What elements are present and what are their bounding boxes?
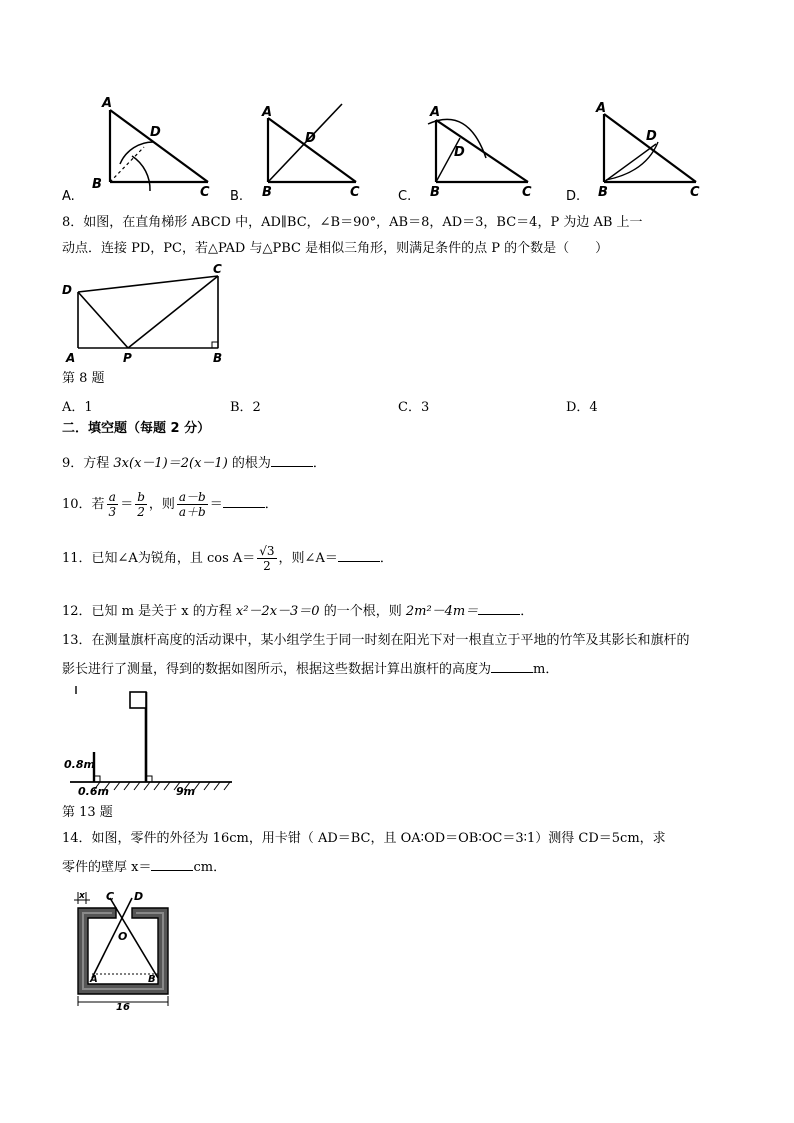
q8-label-C: C <box>213 262 222 276</box>
q8-label-P: P <box>123 351 132 365</box>
q11-end: ． <box>379 551 393 566</box>
q10-prefix: 10．若 <box>62 497 105 512</box>
q8-text-line1: 8．如图，在直角梯形 ABCD 中，AD∥BC，∠B＝90°，AB＝8，AD＝3，BC＝4，P 为边 AB 上一 <box>62 215 643 230</box>
q14-figure <box>66 888 186 1012</box>
q7b-label-C: C <box>350 185 360 200</box>
q9-end: ． <box>312 456 326 471</box>
q14-text-line1: 14．如图，零件的外径为 16cm，用卡钳（ AD＝BC，且 OA∶OD＝OB∶OC＝3∶1）测得 CD＝5cm，求 <box>62 831 666 846</box>
q7a-label-D: D <box>150 125 161 140</box>
q10-f3-num: a－b <box>178 490 206 504</box>
q11-mid: ，则∠A＝ <box>278 551 338 566</box>
q14-unit: cm． <box>193 860 227 875</box>
q10-frac-target <box>177 490 208 519</box>
q13-text-line2 <box>62 658 558 679</box>
q12-answer-blank[interactable] <box>478 600 520 615</box>
q7d-label-A: A <box>596 101 607 116</box>
q7-option-c <box>398 96 558 204</box>
q14-label-O: O <box>118 930 128 943</box>
q10-f1-num: a <box>107 490 119 505</box>
q12-end: ． <box>520 604 534 619</box>
q8-option-d: D．4 <box>566 400 598 415</box>
q8-label-A: A <box>66 351 76 365</box>
q13-unit: m． <box>533 662 559 677</box>
q10-eq2: ＝ <box>209 497 223 512</box>
q7d-label-B: B <box>598 185 608 200</box>
q7c-label-A: A <box>430 105 441 120</box>
q10-f2-num: b <box>137 490 145 504</box>
q8-option-c: C．3 <box>398 400 430 415</box>
q10-mid: ，则 <box>148 497 175 512</box>
q13-text-line1: 13．在测量旗杆高度的活动课中，某小组学生于同一时刻在阳光下对一根直立于平地的竹竿及其影长和旗杆的 <box>62 633 690 648</box>
q7b-label-B: B <box>262 185 272 200</box>
q8-text-line2: 动点．连接 PD，PC，若△PAD 与△PBC 是相似三角形，则满足条件的点 P 的个数是（ ） <box>62 241 609 256</box>
q9-suffix: 的根为 <box>227 456 271 471</box>
q10-answer-blank[interactable] <box>223 493 265 508</box>
q11-frac-den: 2 <box>263 559 271 573</box>
q13-answer-blank[interactable] <box>491 658 533 673</box>
q11-frac <box>257 544 276 573</box>
q10-end: ． <box>264 497 278 512</box>
q10-frac-b2 <box>135 490 147 519</box>
q9-prefix: 9．方程 <box>62 456 114 471</box>
q7-figure-c <box>398 96 558 204</box>
q7d-label-D: D <box>646 129 657 144</box>
q7a-label-C: C <box>200 185 210 200</box>
q9-equation: 3x(x－1)＝2(x－1) <box>113 456 228 471</box>
q8-option-b: B．2 <box>230 400 261 415</box>
q13-line2-text: 影长进行了测量，得到的数据如图所示，根据这些数据计算出旗杆的高度为 <box>62 662 492 677</box>
q7-option-b <box>230 96 390 204</box>
q7c-label-C: C <box>522 185 532 200</box>
q7b-label-A: A <box>262 105 273 120</box>
q11 <box>62 540 393 578</box>
q7-figure-d <box>566 96 726 204</box>
q8-label-B: B <box>213 351 223 365</box>
q12-mid: 的一个根，则 <box>319 604 406 619</box>
q11-frac-num: √3 <box>259 544 275 558</box>
q14-label-A: A <box>90 974 98 985</box>
q7c-option-letter: C. <box>398 189 412 204</box>
q7d-label-C: C <box>690 185 700 200</box>
q8-caption: 第 8 题 <box>62 371 105 386</box>
q13-label-pole-height: 0.8m <box>64 758 95 771</box>
q14-text-line2 <box>62 856 226 877</box>
q11-answer-blank[interactable] <box>338 547 380 562</box>
q7-figure-a <box>62 92 222 204</box>
q9-answer-blank[interactable] <box>271 452 313 467</box>
q7c-label-B: B <box>430 185 440 200</box>
q14-label-D: D <box>134 890 144 903</box>
q14-answer-blank[interactable] <box>151 856 193 871</box>
q10-eq: ＝ <box>120 497 134 512</box>
q12-prefix: 12．已知 m 是关于 x 的方程 <box>62 604 236 619</box>
q10-frac-a3 <box>107 490 119 519</box>
q10-f1-den: 3 <box>108 505 117 519</box>
q8-figure <box>58 262 228 366</box>
q9 <box>62 452 326 473</box>
q7-option-d <box>566 96 726 204</box>
q14-label-width: 16 <box>116 1002 130 1012</box>
q7-option-a <box>62 92 222 204</box>
q7d-option-letter: D. <box>566 189 581 204</box>
q12-expression: 2m²－4m＝ <box>405 604 479 619</box>
section2-title: 二．填空题（每题 2 分） <box>62 421 211 436</box>
q8-label-D: D <box>62 283 72 297</box>
q7c-label-D: D <box>454 145 465 160</box>
q14-label-C: C <box>106 890 115 903</box>
q11-prefix: 11．已知∠A为锐角，且 cos A＝ <box>62 551 256 566</box>
q10-f3-den: a＋b <box>178 505 206 519</box>
q12 <box>62 600 533 621</box>
q14-line2-prefix: 零件的壁厚 x＝ <box>62 860 152 875</box>
q14-label-x: x <box>79 891 85 901</box>
q7a-label-A: A <box>102 96 113 111</box>
q7a-option-letter: A. <box>62 189 75 204</box>
q10-f2-den: 2 <box>137 505 145 519</box>
q13-label-pole-shadow: 0.6m <box>78 785 109 798</box>
q7-figure-b <box>230 96 390 204</box>
q13-figure <box>60 684 240 798</box>
q7a-label-B: B <box>92 177 102 192</box>
q8-option-a: A．1 <box>62 400 93 415</box>
q12-equation: x²－2x－3＝0 <box>235 604 320 619</box>
q7b-option-letter: B. <box>230 189 244 204</box>
q13-caption: 第 13 题 <box>62 805 113 820</box>
q13-label-flag-shadow: 9m <box>176 785 196 798</box>
q7b-label-D: D <box>305 131 316 146</box>
q14-label-B: B <box>148 974 156 985</box>
q10 <box>62 486 278 524</box>
